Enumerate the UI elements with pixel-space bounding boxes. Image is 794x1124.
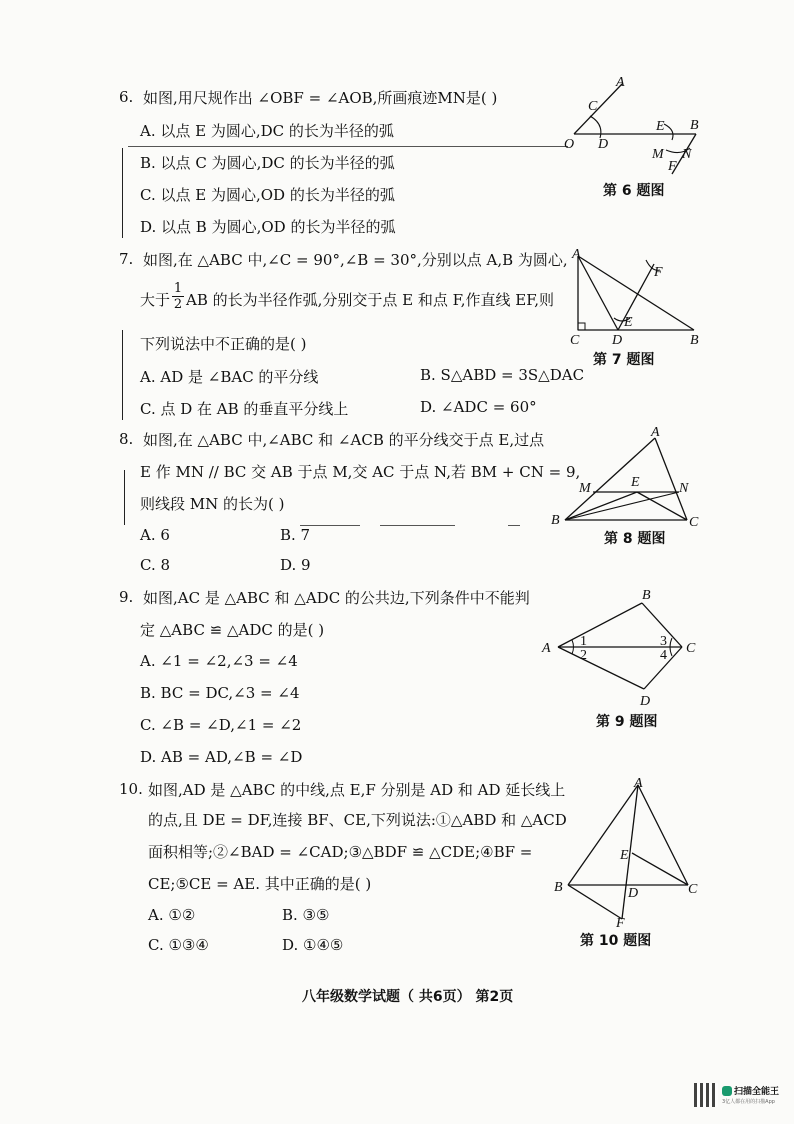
label-C: C (570, 333, 580, 348)
figure-caption: 第 8 题图 (604, 531, 666, 547)
question-line-1: 如图,AD 是 △ABC 的中线,点 E,F 分别是 AD 和 AD 延长线上 (148, 781, 566, 799)
label-A: A (634, 776, 643, 791)
label-B: B (551, 513, 560, 528)
scan-rule-line (128, 146, 568, 147)
option-a: A. ①② (148, 906, 196, 924)
scanner-watermark (694, 1083, 786, 1109)
figure-9 (538, 585, 708, 710)
question-number: 6. (119, 88, 134, 106)
question-line-4: CE;⑤CE = AE. 其中正确的是( ) (148, 875, 372, 893)
fraction-denominator: 2 (173, 297, 183, 312)
scan-rule-line (380, 525, 455, 526)
fraction-numerator: 1 (173, 281, 183, 296)
page-footer: 八年级数学试题（ 共6页） 第2页 (302, 989, 514, 1005)
label-C: C (686, 641, 696, 656)
option-d: D. ∠ADC = 60° (420, 398, 537, 416)
question-line-1: 如图,AC 是 △ABC 和 △ADC 的公共边,下列条件中不能判 (143, 589, 530, 607)
angle-3: 3 (660, 634, 667, 649)
label-E: E (624, 315, 633, 330)
figure-caption: 第 7 题图 (593, 352, 655, 368)
option-a: A. 以点 E 为圆心,DC 的长为半径的弧 (140, 122, 394, 140)
angle-1: 1 (580, 634, 587, 649)
label-C: C (588, 99, 598, 114)
figure-10 (548, 773, 708, 933)
question-line-2: 定 △ABC ≌ △ADC 的是( ) (140, 621, 325, 639)
option-c: C. 8 (140, 556, 171, 574)
scan-margin-line (122, 330, 123, 420)
label-O: O (564, 137, 575, 152)
watermark-sub-text: 3亿人都在用的扫描App (722, 1099, 775, 1105)
figure-caption: 第 9 题图 (596, 714, 658, 730)
figure-caption: 第 10 题图 (580, 933, 652, 949)
question-number: 9. (119, 588, 134, 606)
option-d: D. 以点 B 为圆心,OD 的长为半径的弧 (140, 218, 396, 236)
option-d: D. AB = AD,∠B = ∠D (140, 748, 303, 766)
watermark-logo-text: 扫描全能王 (734, 1087, 780, 1097)
question-line-1: 如图,在 △ABC 中,∠C = 90°,∠B = 30°,分别以点 A,B 为圆心, (143, 251, 568, 269)
figure-7 (560, 244, 710, 350)
qr-code-icon (694, 1083, 718, 1107)
label-C: C (689, 515, 699, 530)
label-N: N (682, 147, 692, 162)
label-B: B (690, 333, 699, 348)
option-c: C. 以点 E 为圆心,OD 的长为半径的弧 (140, 186, 395, 204)
label-F: F (668, 159, 677, 174)
label-E: E (620, 848, 629, 863)
question-line-2: E 作 MN // BC 交 AB 于点 M,交 AC 于点 N,若 BM + CN = 9, (140, 463, 581, 481)
scan-margin-line (124, 470, 125, 525)
option-c: C. ①③④ (148, 936, 209, 954)
angle-4: 4 (660, 648, 667, 663)
label-D: D (628, 886, 639, 901)
label-C: C (688, 882, 698, 897)
question-line-3: 则线段 MN 的长为( ) (140, 495, 285, 513)
question-line-3: 下列说法中不正确的是( ) (140, 335, 307, 353)
label-A: A (542, 641, 551, 656)
option-a: A. ∠1 = ∠2,∠3 = ∠4 (140, 652, 298, 670)
angle-2: 2 (580, 648, 587, 663)
label-D: D (640, 694, 651, 709)
option-b: B. S△ABD = 3S△DAC (420, 366, 585, 384)
question-line-2: 的点,且 DE = DF,连接 BF、CE,下列说法:①△ABD 和 △ACD (148, 811, 567, 829)
label-E: E (631, 475, 640, 490)
question-number: 10. (119, 780, 143, 798)
option-b: B. ③⑤ (282, 906, 330, 924)
option-d: D. ①④⑤ (282, 936, 344, 954)
figure-6 (560, 74, 720, 184)
question-line-2-post: AB 的长为半径作弧,分别交于点 E 和点 F,作直线 EF,则 (186, 291, 555, 309)
label-M: M (579, 481, 591, 496)
label-D: D (612, 333, 623, 348)
label-D: D (598, 137, 609, 152)
label-A: A (572, 247, 581, 262)
label-F: F (654, 265, 663, 280)
option-a: A. 6 (140, 526, 170, 544)
question-line-3: 面积相等;②∠BAD = ∠CAD;③△BDF ≌ △CDE;④BF = (148, 843, 533, 861)
option-d: D. 9 (280, 556, 311, 574)
label-B: B (690, 118, 699, 133)
label-A: A (616, 75, 625, 90)
camscanner-logo-icon (722, 1086, 732, 1096)
label-B: B (554, 880, 563, 895)
scan-rule-line (508, 525, 520, 526)
option-b: B. 7 (280, 526, 311, 544)
label-B: B (642, 588, 651, 603)
scan-margin-line (122, 148, 123, 238)
figure-8 (545, 422, 715, 532)
label-E: E (656, 119, 665, 134)
label-A: A (651, 425, 660, 440)
label-F: F (616, 916, 625, 931)
option-c: C. ∠B = ∠D,∠1 = ∠2 (140, 716, 302, 734)
question-number: 8. (119, 430, 134, 448)
question-stem: 如图,用尺规作出 ∠OBF = ∠AOB,所画痕迹MN是( ) (143, 89, 498, 107)
option-c: C. 点 D 在 AB 的垂直平分线上 (140, 400, 349, 418)
label-M: M (652, 147, 664, 162)
question-line-1: 如图,在 △ABC 中,∠ABC 和 ∠ACB 的平分线交于点 E,过点 (143, 431, 545, 449)
option-b: B. BC = DC,∠3 = ∠4 (140, 684, 300, 702)
question-line-2-pre: 大于 (140, 291, 171, 309)
option-a: A. AD 是 ∠BAC 的平分线 (140, 368, 319, 386)
option-b: B. 以点 C 为圆心,DC 的长为半径的弧 (140, 154, 395, 172)
figure-caption: 第 6 题图 (603, 183, 665, 199)
question-number: 7. (119, 250, 134, 268)
label-N: N (679, 481, 689, 496)
fraction-half (172, 281, 184, 312)
